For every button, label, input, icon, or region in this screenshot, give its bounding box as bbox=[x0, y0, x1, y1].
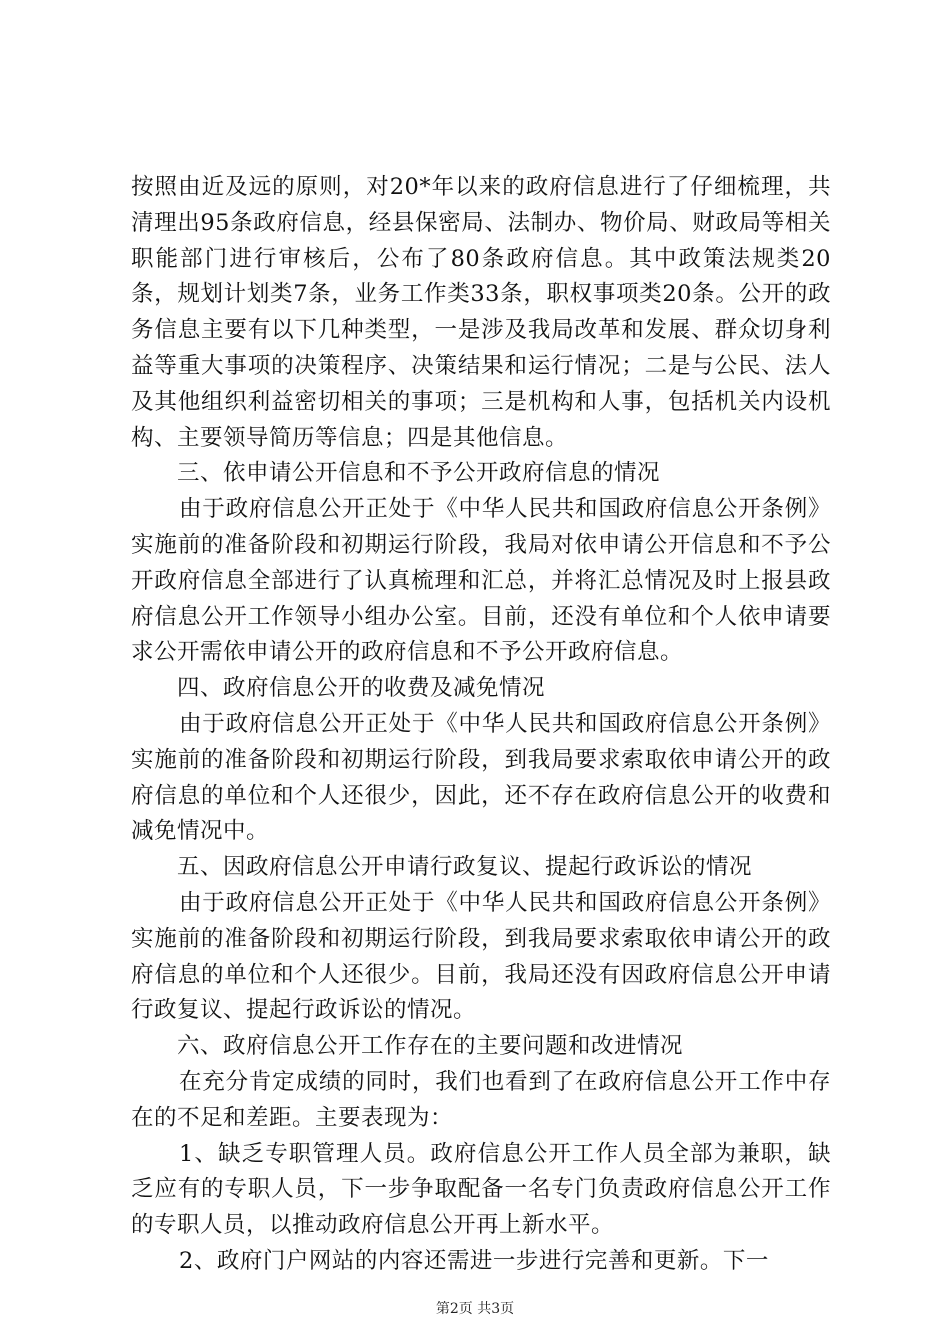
paragraph-4: 由于政府信息公开正处于《中华人民共和国政府信息公开条例》实施前的准备阶段和初期运行阶段，到我局要求索取依申请公开的政府信息的单位和个人还很少。目前，我局还没有因政府信息公开申请行政复议、提起行政诉讼的情况。 bbox=[131, 889, 831, 1024]
section-heading-5: 五、因政府信息公开申请行政复议、提起行政诉讼的情况 bbox=[177, 854, 753, 881]
paragraph-3: 由于政府信息公开正处于《中华人民共和国政府信息公开条例》实施前的准备阶段和初期运行阶段，到我局要求索取依申请公开的政府信息的单位和个人还很少，因此，还不存在政府信息公开的收费和减免情况中。 bbox=[131, 710, 831, 845]
section-heading-3: 三、依申请公开信息和不予公开政府信息的情况 bbox=[177, 460, 661, 487]
list-item-2: 2、政府门户网站的内容还需进一步进行完善和更新。下一 bbox=[179, 1247, 769, 1274]
paragraph-5: 在充分肯定成绩的同时，我们也看到了在政府信息公开工作中存在的不足和差距。主要表现为： bbox=[131, 1068, 831, 1131]
section-heading-6: 六、政府信息公开工作存在的主要问题和改进情况 bbox=[177, 1033, 684, 1060]
paragraph-1: 按照由近及远的原则，对20*年以来的政府信息进行了仔细梳理，共清理出95条政府信息，经县保密局、法制办、物价局、财政局等相关职能部门进行审核后，公布了80条政府信息。其中政策法规类20条，规划计划类7条，业务工作类33条，职权事项类20条。公开的政务信息主要有以下几种类型，一是涉及我局改革和发展、群众切身利益等重大事项的决策程序、决策结果和运行情况；二是与公民、法人及其他组织利益密切相关的事项；三是机构和人事，包括机关内设机构、主要领导简历等信息；四是其他信息。 bbox=[131, 174, 831, 451]
page-footer bbox=[0, 1300, 950, 1318]
document-body bbox=[131, 170, 831, 1280]
list-item-1: 1、缺乏专职管理人员。政府信息公开工作人员全部为兼职，缺乏应有的专职人员，下一步争取配备一名专门负责政府信息公开工作的专职人员，以推动政府信息公开再上新水平。 bbox=[131, 1140, 831, 1239]
section-heading-4: 四、政府信息公开的收费及减免情况 bbox=[177, 675, 546, 702]
page-number-label: 第2页 共3页 bbox=[435, 1301, 515, 1317]
paragraph-2: 由于政府信息公开正处于《中华人民共和国政府信息公开条例》实施前的准备阶段和初期运行阶段，我局对依申请公开信息和不予公开政府信息全部进行了认真梳理和汇总，并将汇总情况及时上报县政府信息公开工作领导小组办公室。目前，还没有单位和个人依申请要求公开需依申请公开的政府信息和不予公开政府信息。 bbox=[131, 496, 831, 666]
